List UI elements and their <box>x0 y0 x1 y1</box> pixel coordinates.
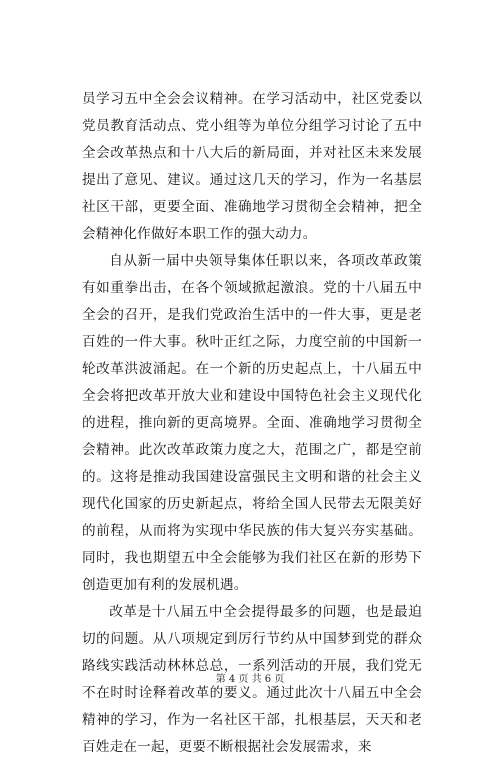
paragraph-1: 员学习五中全会会议精神。在学习活动中，社区党委以党员教育活动点、党小组等为单位分组学习讨论了五中全会改革热点和十八大后的新局面，并对社区未来发展提出了意见、建议。通过这几天的学习，作为一名基层社区干部，更要全面、准确地学习贯彻全会精神，把全会精神化作做好本职工作的强大动力。 <box>82 91 422 242</box>
document-body <box>82 86 422 761</box>
paragraph-2: 自从新一届中央领导集体任职以来，各项改革政策有如重拳出击，在各个领域掀起激浪。党的十八届五中全会的召开，是我们党政治生活中的一件大事，更是老百姓的一件大事。秋叶正红之际，力度空前的中国新一轮改革洪波涌起。在一个新的历史起点上，十八届五中全会将把改革开放大业和建设中国特色社会主义现代化的进程，推向新的更高境界。全面、准确地学习贯彻全会精神。此次改革政策力度之大，范围之广，都是空前的。这将是推动我国建设富强民主文明和谐的社会主义现代化国家的历史新起点，将给全国人民带去无限美好的前程，从而将为实现中华民族的伟大复兴夯实基础。同时，我也期望五中全会能够为我们社区在新的形势下创造更加有利的发展机遇。 <box>82 253 422 593</box>
page-footer: 第 4 页 共 6 页 <box>215 674 285 685</box>
paragraph-3: 改革是十八届五中全会提得最多的问题，也是最迫切的问题。从八项规定到厉行节约从中国梦到党的群众路线实践活动林林总总，一系列活动的开展，我们党无不在时时诠释着改革的要义。通过此次十八届五中全会精神的学习，作为一名社区干部，扎根基层，天天和老百姓走在一起，更要不断根据社会发展需求，来 <box>82 604 422 755</box>
